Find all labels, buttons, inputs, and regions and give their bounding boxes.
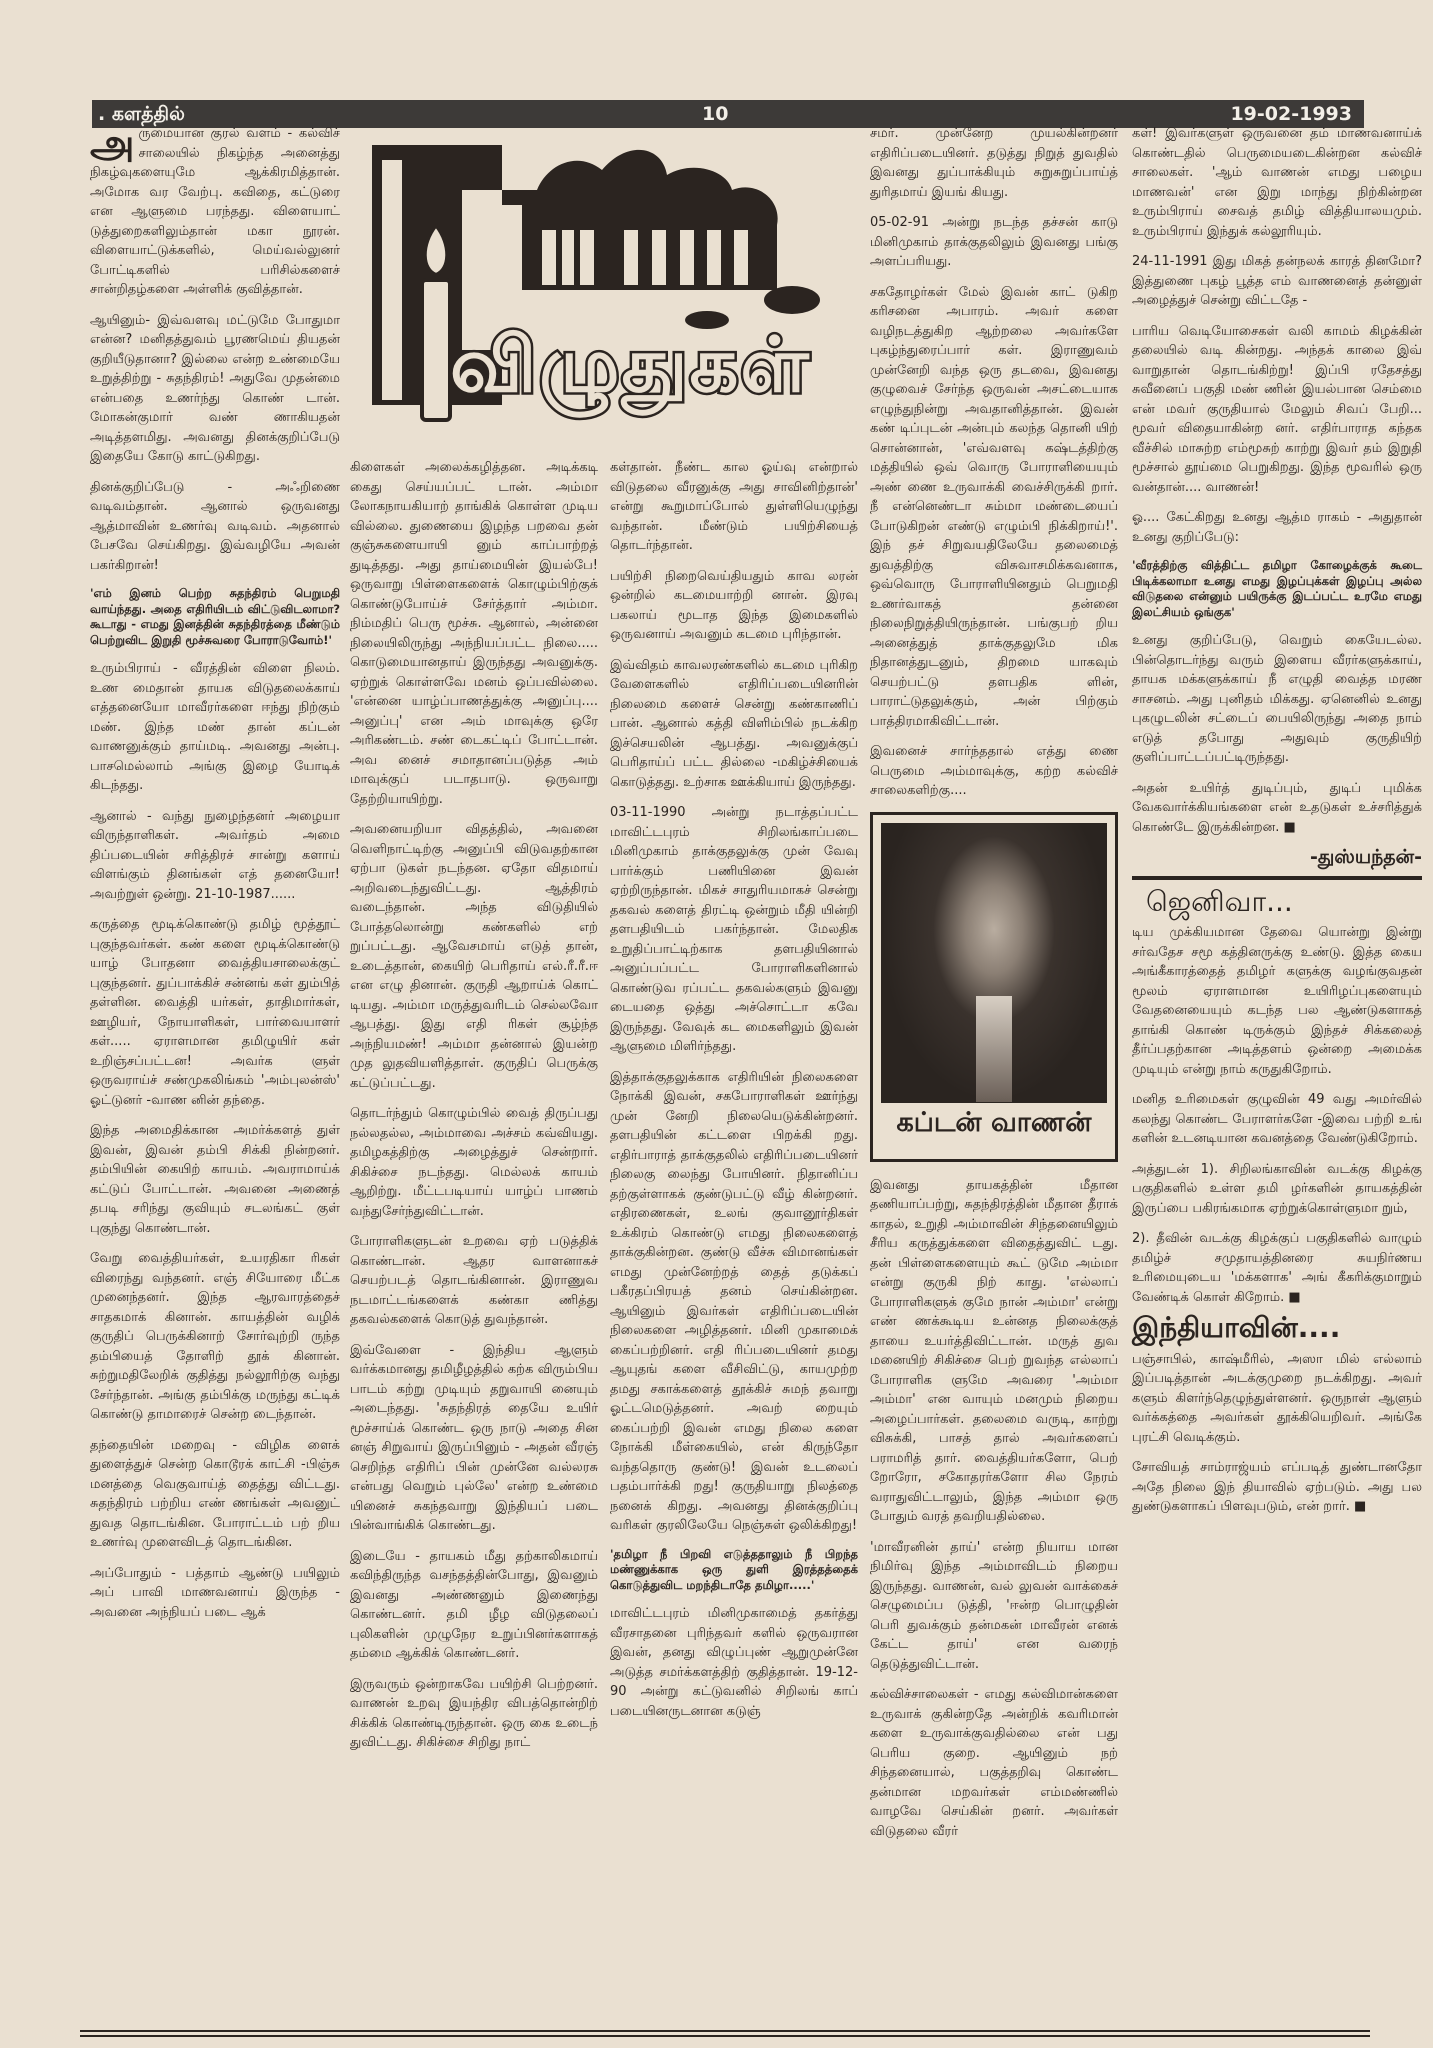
- section-divider: [1132, 876, 1422, 880]
- article-paragraph: இவ்விதம் காவலரண்களில் கடமை புரிகிற வேளைகளில் எதிரிப்படையினரின் நிலைமை களைச் சென்று கண்காணிப் பான். ஆனால் கத்தி விளிம்பில் நடக்கிற இச்செயலின் ஆபத்து. அவனுக்குப் பெரிதாய்ப் பட்ட தில்லை -மகிழ்ச்சியைக் கொடுத்தது. உற்சாக ஊக்கியாய் இருந்தது.: [610, 657, 858, 790]
- shirt-collar: [976, 996, 1012, 1102]
- article-paragraph: பாரிய வெடியோசைகள் வலி காமம் கிழக்கின் தலையில் வடி கின்றது. அந்தக் காலை இவ் வாறுதான் தொடங்கிற்று! இப்பி ரதேசத்து சுவீனைப் பகுதி மண் ணின் இயல்பான செம்மை என் மவர் குருதியால் மேலும் சிவப் பேறி... மூவர் விதையாகின்ற னர். எதிர்பாராத கந்தக வீச்சில் மாசுற்ற எம்மூசுற் காற்று இவர் தம் இறுதி மூச்சால் தூய்மை பெறுகிறது. இந்த மூவரில் ஒரு வன்தான்.... வாணன்!: [1132, 323, 1422, 495]
- article-paragraph: கல்விச்சாலைகள் - எமது கல்விமான்களை உருவாக் குகின்றதே அன்றிக் கவரிமான் களை உருவாக்குவதில்லை என் பது பெரிய குறை. ஆயினும் நற் சிந்தனையால், பகுத்தறிவு கொண்ட தன்மான மறவர்கள் எம்மண்ணில் வாழவே செய்கின் றனர். அவர்கள் விடுதலை வீரர்: [870, 1687, 1118, 1839]
- article-paragraph: சகதோழர்கள் மேல் இவன் காட் டுகிற கரிசனை அபாரம். அவர் களை வழிநடத்துகிற ஆற்றலை அவர்களே புகழ்ந்துரைப்பார் கள். இராணுவம் முன்னேறி வந்த ஒரு தடவை, இவனது குழுவைச் சேர்ந்த ஒருவன் அசட்டையாக எழுந்துநின்று அவதானித்தான். இவன் கண் டிப்புடன் அன்பும் கலந்த தொனி யிற் சொன்னான், 'எவ்வளவு கஷ்டத்திற்கு மத்தியில் ஒவ் வொரு போராளியையும் அண் ணை உருவாக்கி வைச்சிருக்கி றார். நீ என்னெண்டா சும்மா மண்டையைப் போடுகிறன் எண்டு எழும்பி நிக்கிறாய்!'. இந் தச் சிறுவயதிலேயே தலைமைத் துவத்திற்கு விசுவாசமிக்கவனாக, ஒவ்வொரு போராளியினதும் பெறுமதி உணர்வாகத் தன்னை நிலைநிறுத்தியிருந்தான். பங்குபற் றிய அனைத்துத் தாக்குதலுமே மிக நிதானத்துடனும், திறமை யாகவும் செயற்பட்டு தளபதிக ளின், பாராட்டுதலுக்கும், அன் பிற்கும் பாத்திரமாகிவிட்டான்.: [870, 284, 1118, 729]
- column-1: [90, 121, 340, 1633]
- article-paragraph: இவனது தாயகத்தின் மீதான தணியாப்பற்று, சுதந்திரத்தின் மீதான தீராக் காதல், உறுதி அம்மாவின் சிந்தனையிலும் சீரிய கருத்துக்களை விதைத்துவிட் டது. தன் பிள்ளைகளையும் கூட் டுமே அம்மா என்று குருகி நிற் காது. 'எல்லாப் போராளிகளுக் குமே நான் அம்மா' என்று எண் ணக்கூடிய உன்னத நிலைக்குத் தாயை உயர்த்திவிட்டான். மருத் துவ மனையிற் சிகிச்சை பெற் றுவந்த எல்லாப் போராளிக ளுமே அவரை 'அம்மா அம்மா' என வாயும் மனமும் நிறைய அழைப்பார்கள். தலைமை வருடி, காற்று விசுக்கி, பாசத் தால் அவர்களைப் பராமரித் தார். வைத்தியர்களோ, பெற் றோரோ, சகோதரர்களோ சில நேரம் வராதுவிட்டாலும், இந்த அம்மா ஒரு போதும் வரத் தவறியதில்லை.: [870, 1177, 1118, 1524]
- article-paragraph: இடையே - தாயகம் மீது தற்காலிகமாய் கவிந்திருந்த வசந்தத்தின்போது, இவனும் இவனது அண்ணனும் இணைந்து கொண்டனர். தமி ழீழ விடுதலைப் புலிகளின் முழுநேர உறுப்பினர்களாகத் தம்மை ஆக்கிக் கொண்டனர்.: [350, 1548, 598, 1661]
- diary-quote: 'தமிழா நீ பிறவி எடுத்ததாலும் நீ பிறந்த மண்ணுக்காக ஒரு துளி இரத்தத்தைக் கொடுத்துவிட மறந்திடாதே தமிழா.....': [610, 1546, 858, 1592]
- article-paragraph: இந்த அமைதிக்கான அமர்க்களத் துள் இவன், இவன் தம்பி சிக்கி நின்றனர். தம்பியின் கையிற் காயம். அவராமாய்க் கட்டுப் போட்டான். அவனை அணைத் தபடி சரிந்து குவியும் சடலங்கட் குள் புகுந்து கொண்டான்.: [90, 1123, 340, 1236]
- column-2: [350, 458, 598, 1764]
- article-paragraph: ஓ.... கேட்கிறது உனது ஆத்ம ராகம் - அதுதான் உனது குறிப்பேடு:: [1132, 510, 1422, 545]
- issue-date: 19-02-1993: [1230, 103, 1352, 125]
- candle-icon: [422, 280, 450, 420]
- article-paragraph: இவனைச் சார்ந்ததால் எத்து ணை பெருமை அம்மாவுக்கு, கற்ற கல்விச் சாலைகளிற்கு....: [870, 744, 1118, 798]
- column-4: [870, 124, 1118, 1852]
- article-paragraph: [90, 121, 340, 300]
- article-paragraph: இருவரும் ஒன்றாகவே பயிற்சி பெற்றனர். வாணன் உறவு இயந்திர விபத்தொன்றிற் சிக்கிக் கொண்டிருந்தான். ஒரு கை உடைந் துவிட்டது. சிகிச்சை சிறிது நாட்: [350, 1676, 598, 1750]
- article-paragraph: கருத்தை மூடிக்கொண்டு தமிழ் மூத்தூட் புகுந்தவர்கள். கண் களை மூடிக்கொண்டு யாழ் போதனா வைத்தியசாலைக்குட் புகுந்தனர். துப்பாக்கிச் சன்னங் கள் தும்பித் தள்ளின. வைத்தி யர்கள், தாதிமார்கள், ஊழியர், நோயாளிகள், பார்வையாளர் கள்..... ஏராளமான தமிழுயிர் கள் உறிஞ்சப்பட்டன! அவர்க ளுள் ஒருவராய்ச் சண்முகலிங்கம் 'அம்புலன்ஸ்' ஓட்டுனர் -வாண னின் தந்தை.: [90, 917, 340, 1108]
- feature-title-logo: விழுதுகள்: [450, 320, 811, 409]
- article-paragraph: அவனையறியா விதத்தில், அவனை வெளிநாட்டிற்கு அனுப்பி விடுவதற்கான ஏற்பா டுகள் நடந்தன. ஏதோ விதமாய் அறிவடைந்துவிட்டது. ஆத்திரம் வடைந்தான். அந்த விடுதியில் போத்தலொன்று கண்களில் எற் றுப்பட்டது. ஆவேசமாய் எடுத் தான், உடைத்தான், கையிற் பெரிதாய் எல்.ரீ.ரீ.ஈ என எழு தினான். குருதி ஆறாய்க் கொட் டியது. அம்மா மருத்துவரிடம் செல்லவோ ஆபத்து. இது எதி ரிகள் சூழ்ந்த அந்நியமண்! அம்மா தன்னால் இயன்ற முத லுதவியளித்தாள். குருதிப் பெருக்கு கட்டுப்பட்டது.: [350, 822, 598, 1091]
- article-paragraph: சோவியத் சாம்ராஜ்யம் எப்படித் துண்டானதோ அதே நிலை இந் தியாவில் ஏற்படும். அது பல துண்டுகளாகப் பிளவுபடும், என் றார். ■: [1132, 1460, 1422, 1514]
- article-heading: ஜெனிவா...: [1146, 884, 1293, 918]
- article-paragraph: 'மாவீரனின் தாய்' என்ற நியாய மான நிமிர்வு இந்த அம்மாவிடம் நிறைய இருந்தது. வாணன், வல் லுவன் வாக்கைச் செழுமைப்ப டுத்தி, 'ஈன்ற பொழுதின் பெரி துவக்கும் தன்மகன் மாவீரன் எனக் கேட்ட தாய்' என வரைந் தெடுத்துவிட்டான்.: [870, 1539, 1118, 1672]
- portrait-photo: [870, 812, 1118, 1162]
- column-5: [1132, 124, 1422, 1528]
- paragraph-text: ருமையான குரல் வளம் - கல்விச் சாலையில் நிகழ்ந்த அனைத்து நிகழ்வுகளையுமே ஆக்கிரமித்தான். அமோக வர வேற்பு. கவிதை, கட்டுரை என ஆளுமை பரந்தது. விளையாட் டுத்துறைகளிலும்தான் மகா நூரன். விளையாட்டுக்களில், மெய்வல்லுனர் போட்டிகளில் பரிசில்களைச் சான்றிதழ்களை அள்ளிக் குவித்தான்.: [90, 126, 340, 297]
- article-heading: இந்தியாவின்....: [1132, 1311, 1341, 1344]
- article-paragraph: தினக்குறிப்பேடு - அஃறிணை வடிவம்தான். ஆனால் ஒருவனது ஆத்மாவின் உணர்வு வடிவம். அதனால் பேசவே செய்கிறது. இவ்வழியே அவன் பகர்கிறான்!: [90, 479, 340, 573]
- article-paragraph: உனது குறிப்பேடு, வெறும் கையேடல்ல. பின்தொடர்ந்து வரும் இளைய வீரர்களுக்காய், தாயக மக்களுக்காய் நீ எழுதி வைத்த மரண சாசனம். அது புனிதம் மிக்கது. ஏனெனில் உனது புகழுடலின் சட்டைப் பையிலிருந்து அதை நாம் எடுத் தபோது அதுவும் குருதியிற் குளிப்பாட்டப்பட்டிருந்தது.: [1132, 633, 1422, 765]
- photo-caption: கப்டன் வாணன்: [896, 1106, 1092, 1138]
- article-paragraph: பஞ்சாபில், காஷ்மீரில், அஸா மில் எல்லாம் இப்படித்தான் அடக்குமுறை நடக்கிறது. அவர் களும் கிளர்ந்தெழுந்துள்ளனர். ஒருநாள் ஆளும் வர்க்கத்தை அவர்கள் தூக்கியெறிவர். அங்கே புரட்சி வெடிக்கும்.: [1132, 1351, 1422, 1445]
- portrait-image: [881, 823, 1107, 1103]
- article-paragraph: கிளைகள் அலைக்கழித்தன. அடிக்கடி கைது செய்யப்பட் டான். அம்மா லோகநாயகியாற் தாங்கிக் கொள்ள முடிய வில்லை. துணையை இழந்த பறவை தன் குஞ்சுகளையாயி னும் காப்பாற்றத் துடித்தது. அது தாய்மையின் இயல்பே! ஒருவாறு பிள்ளைகளைக் கொழும்பிற்குக் கொண்டுபோய்ச் சேர்த்தார் அம்மா. நிம்மதிப் பெரு மூச்சு. ஆனால், அன்னை நிலையிலிருந்து அந்நியப்பட்ட நிலை..... கொடுமையானதாய் இருந்தது அவனுக்கு. ஏற்றுக் கொள்ளவே மனம் ஒப்பவில்லை. 'என்னை யாழ்ப்பாணத்துக்கு அனுப்பு.... அனுப்பு' என அம் மாவுக்கு ஒரே அரிகண்டம். சண் டைகட்டிப் போட்டான். அவ னைச் சமாதானப்படுத்த அம் மாவுக்குப் படாதபாடு. ஒருவாறு தேற்றியாயிற்று.: [350, 460, 598, 807]
- column-3: [610, 458, 858, 1732]
- footer-rule: [80, 2030, 1370, 2037]
- author-byline: -துஸ்யந்தன்-: [1310, 846, 1422, 868]
- article-paragraph: ஆயினும்- இவ்வளவு மட்டுமே போதுமா என்ன? மனிதத்துவம் பூரணமெய் தியதன் குறியீடுதானா? இல்லை என்ற உண்மையே உறுத்திற்று - சுதந்திரம்! அதுவே முதன்மை என்பதை உணர்ந்து கொண் டான். மோகன்குமார் வண் ணாகியதன் அடித்தளமிது. அவனது தினக்குறிப்பேடு இதையே கோடு காட்டுகிறது.: [90, 312, 340, 464]
- article-paragraph: இவ்வேளை - இந்திய ஆளும் வர்க்கமானது தமிழீழத்தில் கற்க விரும்பிய பாடம் கற்று முடியும் தறுவாயி னையும் அடைந்தது. 'சுதந்திரத் தையே உயிர் மூச்சாய்க் கொண்ட ஒரு நாடு அதை சின னஞ் சிறுவாய் இருப்பினும் - அதன் வீரஞ் செறிந்த எதிரிப் பின் முன்னே வல்லரசு என்பது வெறும் புல்லே' என்ற உண்மை யினைச் சுகந்தவாறு இந்தியப் படை பின்வாங்கிக் கொண்டது.: [350, 1342, 598, 1533]
- diary-quote: 'வீரத்திற்கு வித்திட்ட தமிழா கோழைக்குக் கூடை பிடிக்கலாமா உனது எமது இழப்புக்கள் இழப்பு அல்ல விடுதலை என்னும் பயிருக்கு இடப்பட்ட உரமே எமது இலட்சியம் ஒங்குக': [1132, 558, 1422, 619]
- diary-quote: 'எம் இனம் பெற்ற சுதந்திரம் பெறுமதி வாய்ந்தது. அதை எதிரியிடம் விட்டுவிடலாமா? கூடாது - எமது இனத்தின் சுதந்திரத்தை மீண்டும் பெற்றுவிட இறுதி மூச்சுவரை போராடுவோம்!': [90, 586, 340, 647]
- article-paragraph: இத்தாக்குதலுக்காக எதிரியின் நிலைகளை நோக்கி இவன், சகபோராளிகள் ஊர்ந்து முன் னேறி நிலையெடுக்கின்றனர். தளபதியின் கட்டளை பிறக்கி றது. எதிர்பாராத் தாக்குதலில் எதிரிப்படையினர் நிலைகு லைந்து போயினர். நிதானிப்ப தற்குள்ளாகக் குண்டுபட்டு வீழ் கின்றனர். எதிரணைகள், உலங் குவானூர்திகள் உக்கிரம் கொண்டு எமது நிலைகளைத் தாக்குகின்றன. குண்டு வீச்சு விமானங்கள் எமது முன்னேற்றத் தைத் தடுக்கப் பகீரதப்பிரயத் தனம் செய்கின்றன. ஆயினும் இவர்கள் எதிரிப்படையின் நிலைகளை அழித்தனர். மினி முகாமைக் கைப்பற்றினர். எதி ரிப்படையினர் தமது ஆயுதங் களை வீசிவிட்டு, காயமுற்ற தமது சகாக்களைத் தூக்கிச் சுமந் தவாறு ஓட்டமெடுத்தனர். அவற் றையும் கைப்பற்றி இவன் எமது நிலை களை நோக்கி மீள்கையில், என் கிருந்தோ வந்ததொரு குண்டு! இவன் உடலைப் பதம்பார்க்கி றது! குருதியாறு நிலத்தை நனைக் கிறது. அவனது தினக்குறிப்பு வரிகள் குரலிலேயே நெஞ்சுள் ஒலிக்கிறது!: [610, 1069, 858, 1533]
- article-paragraph: 05-02-91 அன்று நடந்த தச்சன் காடு மினிமுகாம் தாக்குதலிலும் இவனது பங்கு அளப்பரியது.: [870, 215, 1118, 269]
- article-paragraph: ஆனால் - வந்து நுழைந்தனர் அழையா விருந்தாளிகள். அவர்தம் அமை திப்படையின் சரித்திரச் சான்று களாய் விளங்கும் தினங்கள் எத் தனையோ! அவற்றுள் ஒன்று. 21-10-1987......: [90, 808, 340, 902]
- article-paragraph: வேறு வைத்தியர்கள், உயரதிகா ரிகள் விரைந்து வந்தனர். எஞ் சியோரை மீட்க முனைந்தனர். இந்த ஆரவாரத்தைச் சாதகமாக் கினான். காயத்தின் வழிக் குருதிப் பெருக்கினாற் சோர்வுற்றி ருந்த தம்பியைத் தோளிற் தூக் கினான். சுற்றுமதிலேறிக் குதித்து நல்லூரிற்கு வந்து சேர்ந்தான். அங்கு தம்பிக்கு மருந்து கட்டிக் கொண்டு தாமாரைச் சென்ற டைந்தான்.: [90, 1251, 340, 1422]
- article-paragraph: 2). தீவின் வடக்கு கிழக்குப் பகுதிகளில் வாழும் தமிழ்ச் சமுதாயத்தினரை சுயநிர்ணய உரிமையுடைய 'மக்களாக' அங் கீகரிக்குமாறும் வேண்டிக் கொள் கிறோம். ■: [1132, 1231, 1422, 1305]
- article-paragraph: அப்போதும் - பத்தாம் ஆண்டு பயிலும் அப் பாவி மாணவனாய் இருந்த - அவனை அந்நியப் படை ஆக்: [90, 1565, 340, 1620]
- article-paragraph: தந்தையின் மறைவு - விழிக ளைக் துளைத்துச் சென்ற கொடூரக் காட்சி -பிஞ்சு மனத்தை வெகுவாய்த் தைத்து விட்டது. சுதந்திரம் பற்றிய எண் ணங்கள் அவனுட் துவத தொடங்கின. போராட்டம் பற் றிய உணர்வு முளைவிடத் தொடங்கின.: [90, 1437, 340, 1550]
- article-paragraph: 03-11-1990 அன்று நடாத்தப்பட்ட மாவிட்டபுரம் சிறிலங்காப்படை மினிமுகாம் தாக்குதலுக்கு முன் வேவு பார்க்கும் பணியினை இவன் ஏற்றிருந்தான். மிகச் சாதுரியமாகச் சென்று தகவல் களைத் திரட்டி ஒன்றும் மீதி யின்றி தளபதியிடம் பகர்ந்தான். மேலதிக உறுதிப்பாட்டிற்காக தளபதியினால் அனுப்பப்பட்ட போராளிகளினால் கொண்டுவ ரப்பட்ட தகவல்களும் இவனு டையதை ஒத்து அச்சொட்டா கவே இருந்தது. வேவுக் கட மைகளிலும் இவன் ஆளுமை மிளிர்ந்தது.: [610, 805, 858, 1054]
- section-name: . களத்தில்: [98, 103, 185, 125]
- article-paragraph: மனித உரிமைகள் குழுவின் 49 வது அமர்வில் கலந்து கொண்ட பேராளர்களே -இவை பற்றி உங் களின் உடனடியான கவனத்தை வேண்டுகிறோம்.: [1132, 1092, 1422, 1146]
- article-paragraph: சமர். முன்னேற முயல்கின்றனர் எதிரிப்படையினர். தடுத்து நிறுத் துவதில் இவனது துப்பாக்கியும் சுறுசுறுப்பாய்த் துரிதமாய் இயங் கியது.: [870, 126, 1118, 200]
- article-paragraph: உரும்பிராய் - வீரத்தின் விளை நிலம். உண மைதான் தாயக விடுதலைக்காய் எத்தனையோ மாவீரர்களை ஈந்து நிற்கும் மண். இந்த மண் தான் கப்டன் வாணனுக்கும் தாய்மடி. அவனது அன்பு. பாசமெல்லாம் அங்கு இழை யோடிக் கிடந்தது.: [90, 661, 340, 793]
- article-paragraph: கள்! இவர்களுள் ஒருவனை தம் மாணவனாய்க் கொண்டதில் பெருமையடைகின்றன கல்விச் சாலைகள். 'ஆம் வாணன் எமது பழைய மாணவன்' என இறு மாந்து நிற்கின்றன உரும்பிராய் சைவத் தமிழ் வித்தியாலயமும். உரும்பிராய் இந்துக் கல்லூரியும்.: [1132, 126, 1422, 239]
- article-paragraph: அத்துடன் 1). சிறிலங்காவின் வடக்கு கிழக்கு பகுதிகளில் உள்ள தமி ழர்களின் தாயகத்தின் இருப்பை பகிரங்கமாக ஏற்றுக்கொள்ளுமா றும்,: [1132, 1161, 1422, 1216]
- article-paragraph: அதன் உயிர்த் துடிப்பும், துடிப் புமிக்க வேகவார்க்கியங்களை என் உதடுகள் உச்சரித்துக் கொண்டே இருக்கின்றன. ■: [1132, 780, 1422, 835]
- article-paragraph: 24-11-1991 இது மிகத் தன்நலக் காரத் தினமோ? இத்துணை புகழ் பூத்த எம் வாணனைத் தன்னுள் அழைத்துச் சென்று விட்டதே -: [1132, 254, 1422, 308]
- article-paragraph: மாவிட்டபுரம் மினிமுகாமைத் தகர்த்து வீரசாதனை புரிந்தவர் களில் ஒருவரான இவன், தனது விழுப்புண் ஆறுமுன்னே அடுத்த சமர்க்களத்திற் குதித்தான். 19-12-90 அன்று கட்டுவனில் சிறிலங் காப் படையினருடனான கடுஞ்: [610, 1606, 858, 1719]
- article-paragraph: தொடர்ந்தும் கொழும்பில் வைத் திருப்பது நல்லதல்ல, அம்மாவை அச்சம் கவ்வியது. தமிழகத்திற்கு அழைத்துச் சென்றார். சிகிச்சை நடந்தது. மெல்லக் காயம் ஆறிற்று. மீட்டபடியாய் யாழ்ப் பாணம் வந்துசேர்ந்துவிட்டான்.: [350, 1106, 598, 1219]
- article-paragraph: போராளிகளுடன் உறவை ஏற் படுத்திக் கொண்டான். ஆதர வாளனாகச் செயற்படத் தொடங்கினான். இராணுவ நடமாட்டங்களைக் கண்கா ணித்து தகவல்களைக் கொடுத் துவந்தான்.: [350, 1234, 598, 1327]
- article-paragraph: கள்தான். நீண்ட கால ஓய்வு என்றால் விடுதலை வீரனுக்கு அது சாவினிற்தான்' என்று கூறுமாப்போல் துள்ளியெழுந்து வந்தான். மீண்டும் பயிற்சியைத் தொடர்ந்தான்.: [610, 460, 858, 553]
- article-paragraph: பயிற்சி நிறைவெய்தியதும் காவ லரன் ஒன்றில் கடமையாற்றி னான். இரவு பகலாய் மூடாத இந்த இமைகளில் ஒருவனாய் அவனும் கடமை புரிந்தான்.: [610, 568, 858, 642]
- article-paragraph: டிய முக்கியமான தேவை யொன்று இன்று சர்வதேச சமூ கத்தினருக்கு உண்டு. இத்த கைய அங்கீகாரத்தைத் தமிழர் களுக்கு வழங்குவதன் மூலம் ஏராளமான உயிரிழப்புகளையும் வேதனையையும் கடந்த பல ஆண்டுகளாகத் தாங்கி கொண் டிருக்கும் இந்தச் சிக்கலைத் தீர்ப்பதற்கான அடித்தளம் ஒன்றை அமைக்க முடியும் என்று நாம் கருதுகிறோம்.: [1132, 925, 1422, 1077]
- headline-artwork: [362, 130, 847, 450]
- drop-cap: அ: [90, 121, 135, 167]
- page-number: 10: [702, 103, 729, 125]
